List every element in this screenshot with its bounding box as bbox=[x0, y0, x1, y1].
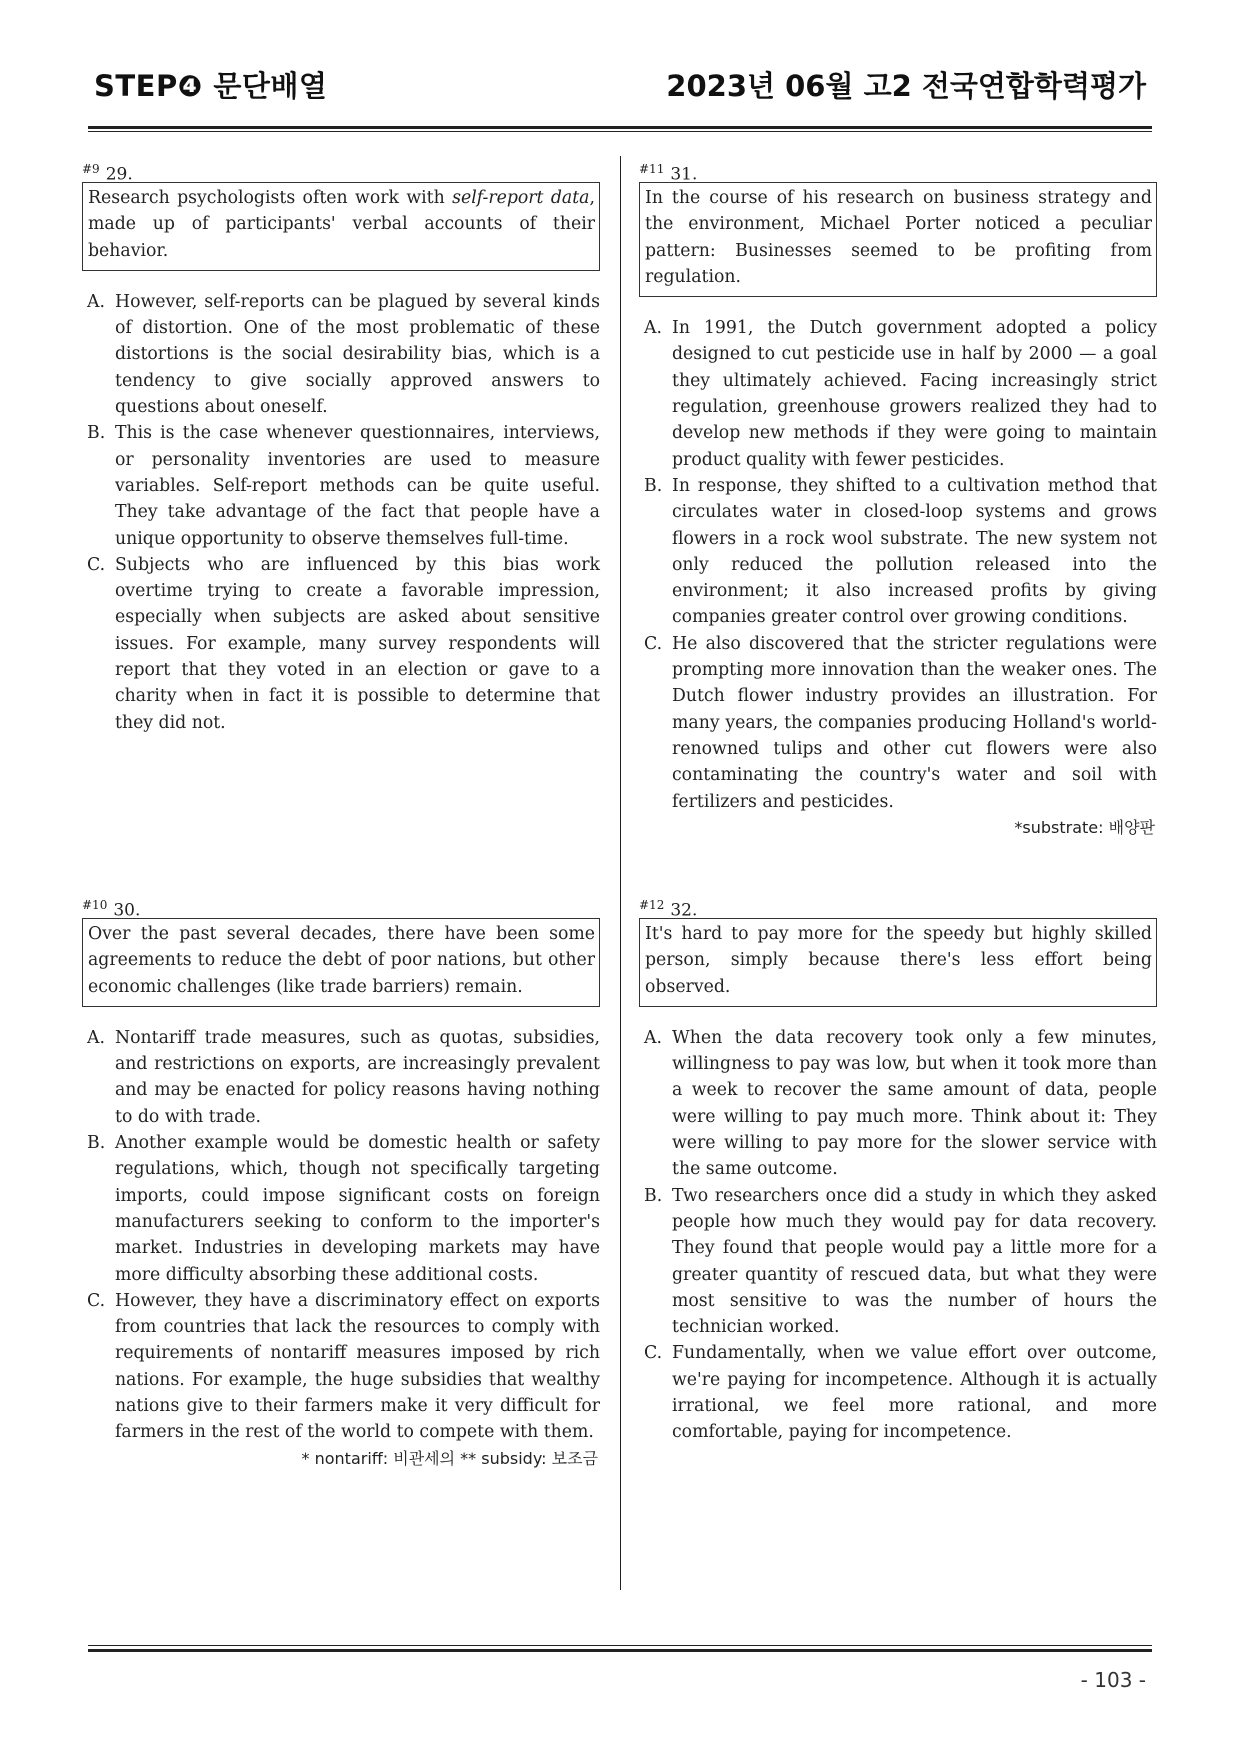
question-header bbox=[82, 894, 600, 921]
question-header bbox=[82, 158, 600, 185]
question-tag: #9 bbox=[82, 162, 100, 176]
option-a bbox=[639, 315, 1157, 473]
question-header bbox=[639, 158, 1157, 185]
exam-title: 2023년 06월 고2 전국연합학력평가 bbox=[666, 69, 1146, 103]
option-label: C. bbox=[87, 554, 106, 575]
question-number: 31. bbox=[670, 164, 698, 185]
option-label: C. bbox=[644, 633, 663, 654]
given-sentence-box bbox=[639, 182, 1157, 297]
question-tag: #12 bbox=[639, 898, 665, 912]
option-text: In response, they shifted to a cultivation method that circulates water in closed-loop systems and grows flowers in a rock wool substrate. The new system not only reduced the pollution released into the environment; it also increased profits by giving companies greater control over growing conditions. bbox=[672, 475, 1157, 628]
option-label: B. bbox=[644, 475, 663, 496]
section-title: STEP❹ 문단배열 bbox=[94, 69, 328, 103]
question-32 bbox=[639, 894, 1157, 1446]
page-header bbox=[90, 60, 1150, 104]
box-emphasis: self-report data bbox=[452, 188, 590, 208]
option-a bbox=[639, 1025, 1157, 1183]
option-text: However, self-reports can be plagued by several kinds of distortion. One of the most problematic of these distortions is the social desirability bias, which is a tendency to give socially approved answers to questions about oneself. bbox=[115, 291, 600, 418]
option-a bbox=[82, 1025, 600, 1130]
vocab-note: *substrate: 배양판 bbox=[1014, 817, 1155, 837]
option-label: A. bbox=[87, 1027, 105, 1048]
page-number: - 103 - bbox=[1080, 1668, 1146, 1692]
header-rule-thin bbox=[88, 131, 1152, 132]
option-label: C. bbox=[644, 1343, 663, 1364]
option-label: B. bbox=[87, 1133, 106, 1154]
option-text: Two researchers once did a study in which they asked people how much they would pay for data recovery. They found that people would pay a little more for a greater quantity of rescued data, but what they were most sensitive to was the number of hours the technician worked. bbox=[672, 1185, 1157, 1338]
box-text: It's hard to pay more for the speedy but highly skilled person, simply because there's less effort being observed. bbox=[645, 924, 1152, 997]
question-tag: #10 bbox=[82, 898, 108, 912]
option-text: He also discovered that the stricter regulations were prompting more innovation than the weaker ones. The Dutch flower industry provides an illustration. For many years, the companies producing Holland's world-renowned tulips and other cut flowers were also contaminating the country's water and soil with fertilizers and pesticides. bbox=[672, 633, 1157, 812]
question-30 bbox=[82, 894, 600, 1472]
option-text: Fundamentally, when we value effort over outcome, we're paying for incompetence. Although it is actually irrational, we feel more rational, and more comfortable, paying for incompetence. bbox=[672, 1343, 1157, 1443]
option-b bbox=[639, 1183, 1157, 1341]
question-header bbox=[639, 894, 1157, 921]
option-c bbox=[639, 631, 1157, 815]
option-b bbox=[82, 1130, 600, 1288]
option-label: C. bbox=[87, 1290, 106, 1311]
option-label: A. bbox=[644, 318, 662, 339]
footer-rule-thin bbox=[88, 1645, 1152, 1646]
option-c bbox=[82, 552, 600, 736]
option-c bbox=[639, 1340, 1157, 1445]
question-number: 29. bbox=[105, 164, 133, 185]
given-sentence-box bbox=[82, 182, 600, 271]
column-divider bbox=[620, 156, 621, 1590]
box-text-end: , made up of participants' verbal accounts of their behavior. bbox=[88, 188, 595, 261]
option-text: Another example would be domestic health or safety regulations, which, though not specifically targeting imports, could impose significant costs on foreign manufacturers seeking to conform to the importer's market. Industries in developing markets may have more difficulty absorbing these additional costs. bbox=[115, 1133, 600, 1285]
box-text: Research psychologists often work with bbox=[88, 188, 453, 208]
option-text: When the data recovery took only a few minutes, willingness to pay was low, but when it took more than a week to recover the same amount of data, people were willing to pay much more. Think about it: They were willing to pay more for the slower service with the same outcome. bbox=[672, 1027, 1157, 1180]
question-number: 30. bbox=[113, 900, 141, 921]
option-b bbox=[639, 473, 1157, 631]
option-b bbox=[82, 420, 600, 551]
question-31 bbox=[639, 158, 1157, 841]
given-sentence-box bbox=[82, 918, 600, 1007]
option-label: A. bbox=[644, 1027, 662, 1048]
option-text: Nontariff trade measures, such as quotas, subsidies, and restrictions on exports, are increasingly prevalent and may be enacted for policy reasons having nothing to do with trade. bbox=[115, 1027, 600, 1127]
option-text: This is the case whenever questionnaires, interviews, or personality inventories are used to measure variables. Self-report methods can be quite useful. They take advantage of the fact that people have a unique opportunity to observe themselves full-time. bbox=[115, 423, 600, 549]
footer-rule-thick bbox=[88, 1649, 1152, 1652]
option-label: B. bbox=[644, 1185, 663, 1206]
question-29 bbox=[82, 158, 600, 736]
box-text: In the course of his research on business strategy and the environment, Michael Porter noticed a peculiar pattern: Businesses seemed to be profiting from regulation. bbox=[645, 188, 1152, 287]
given-sentence-box bbox=[639, 918, 1157, 1007]
option-label: A. bbox=[87, 291, 105, 312]
question-tag: #11 bbox=[639, 162, 665, 176]
question-number: 32. bbox=[670, 900, 698, 921]
header-rule-thick bbox=[88, 126, 1152, 129]
option-text: In 1991, the Dutch government adopted a policy designed to cut pesticide use in half by 2000 — a goal they ultimately achieved. Facing increasingly strict regulation, greenhouse growers realized they had to develop new methods if they were going to maintain product quality with fewer pesticides. bbox=[672, 318, 1157, 470]
option-label: B. bbox=[87, 423, 106, 444]
vocab-note: * nontariff: 비관세의 ** subsidy: 보조금 bbox=[301, 1448, 598, 1468]
option-a bbox=[82, 289, 600, 420]
option-text: However, they have a discriminatory effect on exports from countries that lack the resources to comply with requirements of nontariff measures imposed by rich nations. For example, the huge subsidies that wealthy nations give to their farmers make it very difficult for farmers in the rest of the world to compete with them. bbox=[115, 1290, 600, 1443]
option-c bbox=[82, 1288, 600, 1446]
option-text: Subjects who are influenced by this bias work overtime trying to create a favorable impression, especially when subjects are asked about sensitive issues. For example, many survey respondents will report that they voted in an election or gave to a charity when in fact it is possible to determine that they did not. bbox=[115, 554, 600, 733]
box-text: Over the past several decades, there have been some agreements to reduce the debt of poor nations, but other economic challenges (like trade barriers) remain. bbox=[88, 924, 595, 997]
